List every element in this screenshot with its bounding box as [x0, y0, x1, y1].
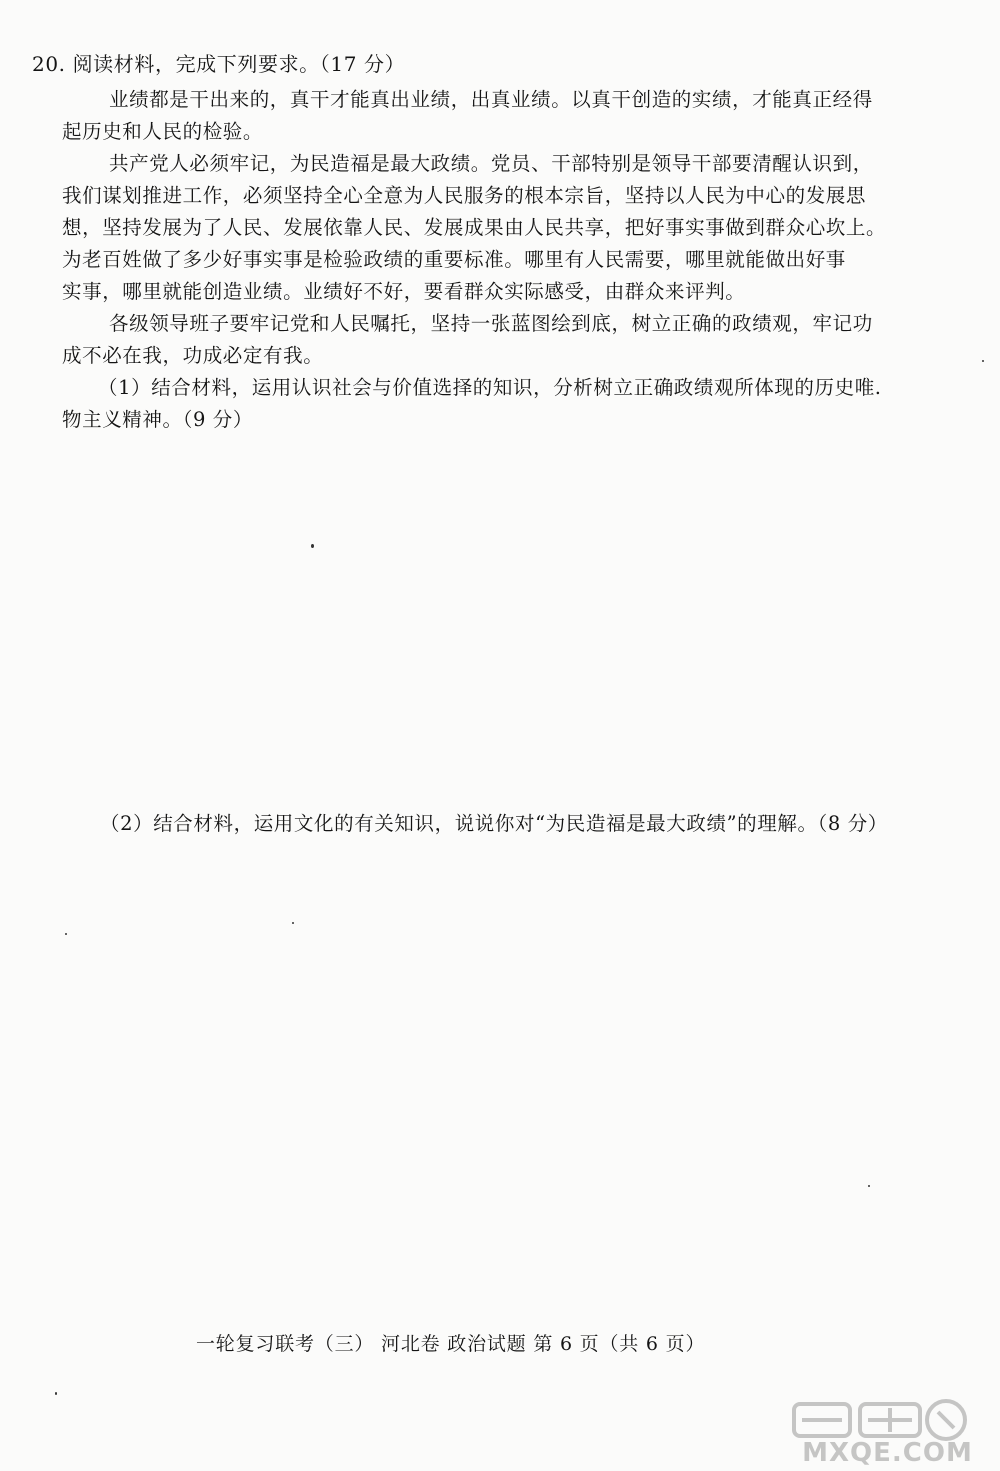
question-title: 20. 阅读材料，完成下列要求。（17 分）: [32, 52, 406, 76]
scan-speck: [982, 360, 984, 362]
scan-speck: [868, 1185, 870, 1187]
material-line: 为老百姓做了多少好事实事是检验政绩的重要标准。哪里有人民需要，哪里就能做出好事: [62, 248, 846, 271]
scan-speck: [55, 1392, 57, 1395]
material-line: 业绩都是干出来的，真干才能真出业绩，出真业绩。以真干创造的实绩，才能真正经得: [109, 88, 873, 111]
material-line: 想，坚持发展为了人民、发展依靠人民、发展成果由人民共享，把好事实事做到群众心坎上。: [62, 216, 887, 239]
material-line: 成不必在我，功成必定有我。: [62, 344, 324, 367]
watermark-site-text: MXQE.COM: [802, 1438, 973, 1468]
subquestion-1-cont: 物主义精神。（9 分）: [62, 408, 253, 431]
material-line: 实事，哪里就能创造业绩。业绩好不好，要看群众实际感受，由群众来评判。: [62, 280, 746, 303]
scan-speck: [311, 544, 314, 548]
material-line: 起历史和人民的检验。: [62, 120, 264, 143]
material-line: 我们谋划推进工作，必须坚持全心全意为人民服务的根本宗旨，坚持以人民为中心的发展思: [62, 184, 867, 207]
material-line: 各级领导班子要牢记党和人民嘱托，坚持一张蓝图绘到底，树立正确的政绩观，牢记功: [109, 312, 873, 335]
material-line: 共产党人必须牢记，为民造福是最大政绩。党员、干部特别是领导干部要清醒认识到，: [109, 152, 873, 175]
scan-speck: [65, 933, 67, 935]
subquestion-1: （1）结合材料，运用认识社会与价值选择的知识，分析树立正确政绩观所体现的历史唯.: [98, 376, 882, 399]
subquestion-2: （2）结合材料，运用文化的有关知识，说说你对“为民造福是最大政绩”的理解。（8 分）: [100, 812, 888, 835]
watermark-logo-icon: [788, 1398, 978, 1442]
scan-speck: [292, 922, 294, 924]
site-watermark: [780, 1398, 995, 1466]
page-footer: 一轮复习联考（三） 河北卷 政治试题 第 6 页（共 6 页）: [196, 1333, 706, 1355]
